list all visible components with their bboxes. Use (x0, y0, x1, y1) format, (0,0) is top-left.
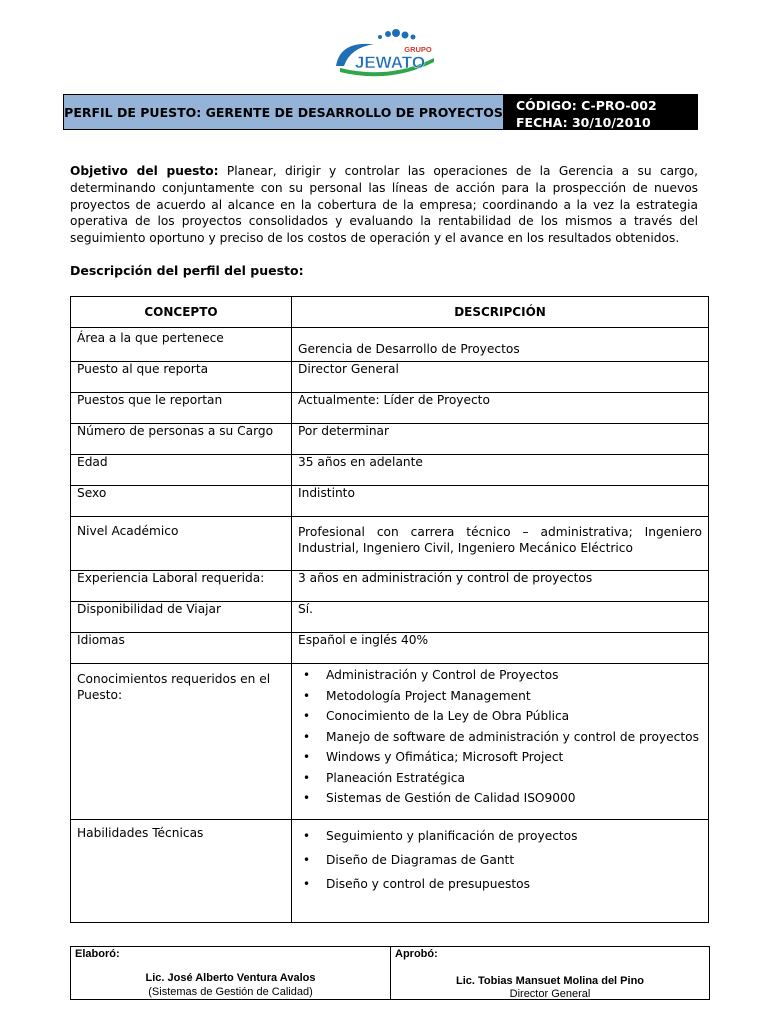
list-item: • Sistemas de Gestión de Calidad ISO9000 (326, 788, 702, 809)
table-header-row (71, 297, 709, 328)
list-item: • Diseño y control de presupuestos (326, 872, 702, 896)
table-row (71, 455, 709, 486)
description-cell: Gerencia de Desarrollo de Proyectos (292, 328, 709, 362)
skills-list (298, 824, 702, 896)
company-logo (330, 28, 438, 80)
description-title: Descripción del perfil del puesto: (70, 263, 304, 278)
table-row (71, 633, 709, 664)
table-row (71, 517, 709, 571)
table-row (71, 362, 709, 393)
list-item: • Diseño de Diagramas de Gantt (326, 848, 702, 872)
objective-text: Planear, dirigir y controlar las operaciones de la Gerencia a su cargo, determinando conjuntamente con su personal las líneas de acción para la prospección de nuevos proyectos de acuerdo al alcance en la cobertura de la empresa; coordinando a la vez la estrategia operativa de los proyectos consolidados y evaluando la rentabilidad de los mismos a través del seguimiento oportuno y preciso de los costos de operación y el avance en los resultados obtenidos. (70, 164, 698, 246)
concept-cell: Puesto al que reporta (71, 362, 292, 393)
description-cell: Actualmente: Líder de Proyecto (292, 393, 709, 424)
concept-cell: Área a la que pertenece (71, 328, 292, 362)
document-code-block (504, 95, 697, 129)
header-description: DESCRIPCIÓN (292, 297, 709, 328)
profile-table (70, 296, 709, 923)
prepared-label: Elaboró: (75, 948, 120, 960)
concept-cell: Experiencia Laboral requerida: (71, 571, 292, 602)
table-row (71, 393, 709, 424)
header-concept: CONCEPTO (71, 297, 292, 328)
description-cell: Indistinto (292, 486, 709, 517)
concept-cell: Idiomas (71, 633, 292, 664)
table-row (71, 424, 709, 455)
concept-cell: Edad (71, 455, 292, 486)
prepared-by-cell (71, 947, 391, 999)
description-cell: Director General (292, 362, 709, 393)
knowledge-list-cell (292, 664, 709, 820)
description-cell: Por determinar (292, 424, 709, 455)
list-item: • Administración y Control de Proyectos (326, 665, 702, 686)
approved-name: Lic. Tobias Mansuet Molina del Pino (455, 975, 645, 987)
concept-cell: Habilidades Técnicas (71, 820, 292, 923)
logo-title: JEWATO (354, 53, 426, 72)
concept-cell: Número de personas a su Cargo (71, 424, 292, 455)
table-row-knowledge (71, 664, 709, 820)
concept-cell: Puestos que le reportan (71, 393, 292, 424)
description-cell: Español e inglés 40% (292, 633, 709, 664)
prepared-name: Lic. José Alberto Ventura Avalos (145, 972, 316, 984)
prepared-role: (Sistemas de Gestión de Calidad) (148, 986, 313, 998)
document-title: PERFIL DE PUESTO: GERENTE DE DESARROLLO DE PROYECTOS (64, 95, 504, 129)
skills-list-cell (292, 820, 709, 923)
description-cell: Profesional con carrera técnico – administrativa; Ingeniero Industrial, Ingeniero Civil, Ingeniero Mecánico Eléctrico (292, 517, 709, 571)
document-date: FECHA: 30/10/2010 (516, 115, 651, 130)
table-row (71, 602, 709, 633)
objective-paragraph (70, 163, 698, 247)
concept-cell: Sexo (71, 486, 292, 517)
approved-label: Aprobó: (395, 948, 438, 960)
objective-label: Objetivo del puesto: (70, 164, 219, 178)
list-item: • Manejo de software de administración y control de proyectos (326, 727, 702, 748)
description-cell: 35 años en adelante (292, 455, 709, 486)
approved-by-cell (391, 947, 709, 999)
signature-footer (70, 946, 710, 1000)
list-item: • Windows y Ofimática; Microsoft Project (326, 747, 702, 768)
table-row-skills (71, 820, 709, 923)
table-row (71, 328, 709, 362)
approved-role: Director General (509, 988, 591, 1000)
logo-subtitle: GRUPO (404, 45, 432, 54)
table-row (71, 571, 709, 602)
list-item: • Planeación Estratégica (326, 768, 702, 789)
document-header (63, 94, 698, 130)
description-cell: Sí. (292, 602, 709, 633)
list-item: • Metodología Project Management (326, 686, 702, 707)
concept-cell: Disponibilidad de Viajar (71, 602, 292, 633)
concept-cell: Nivel Académico (71, 517, 292, 571)
description-cell: 3 años en administración y control de proyectos (292, 571, 709, 602)
list-item: • Conocimiento de la Ley de Obra Pública (326, 706, 702, 727)
document-code: CÓDIGO: C-PRO-002 (516, 98, 657, 113)
concept-cell: Conocimientos requeridos en el Puesto: (71, 664, 292, 820)
knowledge-list (298, 665, 702, 809)
table-row (71, 486, 709, 517)
list-item: • Seguimiento y planificación de proyectos (326, 824, 702, 848)
